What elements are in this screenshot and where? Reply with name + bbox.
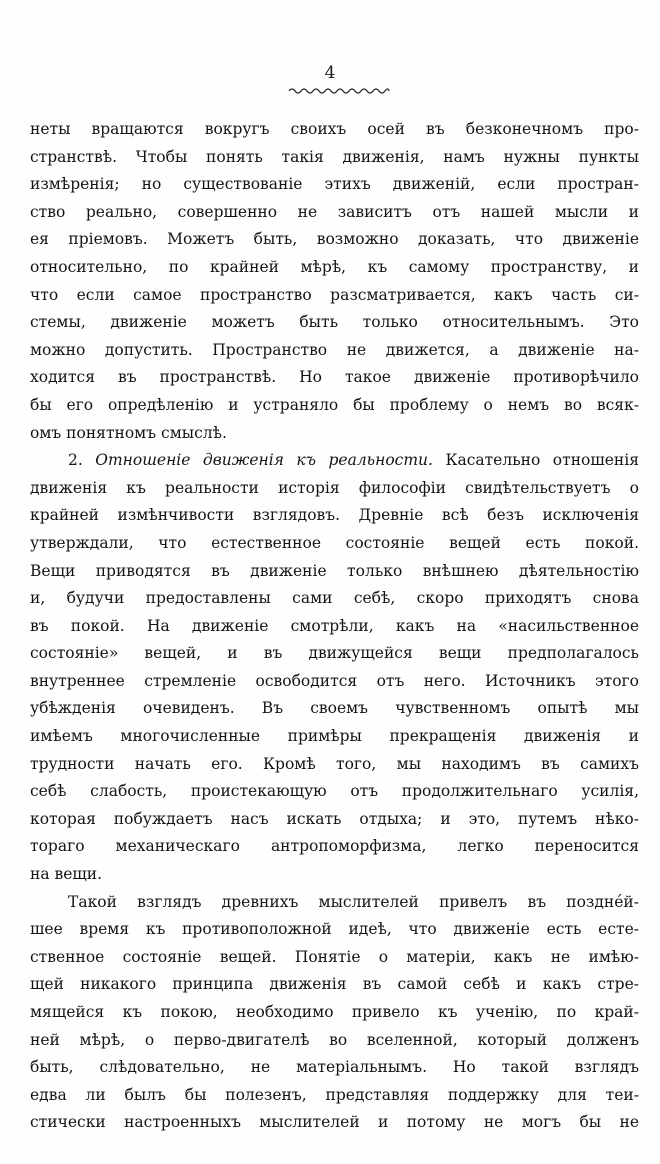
text-line: быть, слѣдовательно, не матеріальнымъ. Но такой взглядъ xyxy=(30,1058,639,1077)
text-line: омъ понятномъ смыслѣ. xyxy=(30,423,227,442)
text-line: утверждали, что естественное состояніе вещей есть покой. xyxy=(30,533,639,552)
text-line: стемы, движеніе можетъ быть только относительнымъ. Это xyxy=(30,313,639,332)
text-line: убѣжденія очевиденъ. Въ своемъ чувственномъ опытѣ мы xyxy=(30,699,639,718)
wavy-rule-ornament xyxy=(288,86,390,96)
text-line: щей никакого принципа движенія въ самой себѣ и какъ стре- xyxy=(30,975,639,994)
text-line: трудности начать его. Кромѣ того, мы находимъ въ самихъ xyxy=(30,754,639,773)
text-line: тораго механическаго антропоморфизма, легко переносится xyxy=(30,837,639,856)
text-line: на вещи. xyxy=(30,865,103,884)
text-line: Вещи приводятся въ движеніе только внѣшнею дѣятельностію xyxy=(30,561,639,580)
paragraph-1 xyxy=(30,116,639,447)
text-line: шее время къ противоположной идеѣ, что движеніе есть есте- xyxy=(30,920,639,939)
text-line: измѣренія; но существованіе этихъ движеній, если простран- xyxy=(30,175,639,194)
text-line: которая побуждаетъ насъ искать отдыха; и это, путемъ нѣко- xyxy=(30,809,639,828)
text-line: имѣемъ многочисленные примѣры прекращенія движенія и xyxy=(30,727,639,746)
text-line: движенія къ реальности исторія философіи свидѣтельствуетъ о xyxy=(30,478,639,497)
page-number: 4 xyxy=(324,63,336,83)
text-line: неты вращаются вокругъ своихъ осей въ безконечномъ про- xyxy=(30,120,639,138)
text-line: что если самое пространство разсматривается, какъ часть си- xyxy=(30,285,639,304)
text-line: ство реально, совершенно не зависитъ отъ нашей мысли и xyxy=(30,202,639,221)
text-line: внутреннее стремленіе освободится отъ него. Источникъ этого xyxy=(30,671,639,690)
text-line: ея пріемовъ. Можетъ быть, возможно доказать, что движеніе xyxy=(30,230,639,249)
text-line: едва ли былъ бы полезенъ, представляя поддержку для теи- xyxy=(30,1085,639,1104)
text-line: можно допустить. Пространство не движется, а движеніе на- xyxy=(30,340,639,359)
text-line: и, будучи предоставлены сами себѣ, скоро приходятъ снова xyxy=(30,589,639,608)
text-line: бы его опредѣленію и устраняло бы проблему о немъ во всяк- xyxy=(30,395,639,414)
paragraph-2 xyxy=(30,447,639,889)
text-line: крайней измѣнчивости взглядовъ. Древніе всѣ безъ исключенія xyxy=(30,506,639,525)
text-line: себѣ слабость, проистекающую отъ продолжительнаго усилія, xyxy=(30,782,639,801)
text-line: ственное состояніе вещей. Понятіе о матеріи, какъ не имѣю- xyxy=(30,947,639,966)
text-line: въ покой. На движеніе смотрѣли, какъ на «насильственное xyxy=(30,616,639,635)
section-title: Отношеніе движенія къ реальности. xyxy=(95,451,433,470)
text-line: относительно, по крайней мѣрѣ, къ самому пространству, и xyxy=(30,257,639,276)
text-line: ней мѣрѣ, о перво-двигателѣ во вселенной, который долженъ xyxy=(30,1030,639,1049)
text-line: ходится въ пространствѣ. Но такое движеніе противорѣчило xyxy=(30,368,639,387)
paragraph-3 xyxy=(30,889,639,1137)
text-line: состояніе» вещей, и въ движущейся вещи предполагалось xyxy=(30,644,639,663)
text-line: странствѣ. Чтобы понять такія движенія, намъ нужны пункты xyxy=(30,147,639,166)
body-text xyxy=(30,116,639,1137)
text-line: Такой взглядъ древнихъ мыслителей привелъ въ поздне́й- xyxy=(68,892,639,911)
text-fragment: Касательно отношенія xyxy=(445,451,639,470)
section-heading-line xyxy=(30,447,639,475)
text-line: стически настроенныхъ мыслителей и потому не могъ бы не xyxy=(30,1113,639,1132)
section-number: 2. xyxy=(68,451,83,470)
text-line: мящейся къ покою, необходимо привело къ ученію, по край- xyxy=(30,1003,639,1021)
